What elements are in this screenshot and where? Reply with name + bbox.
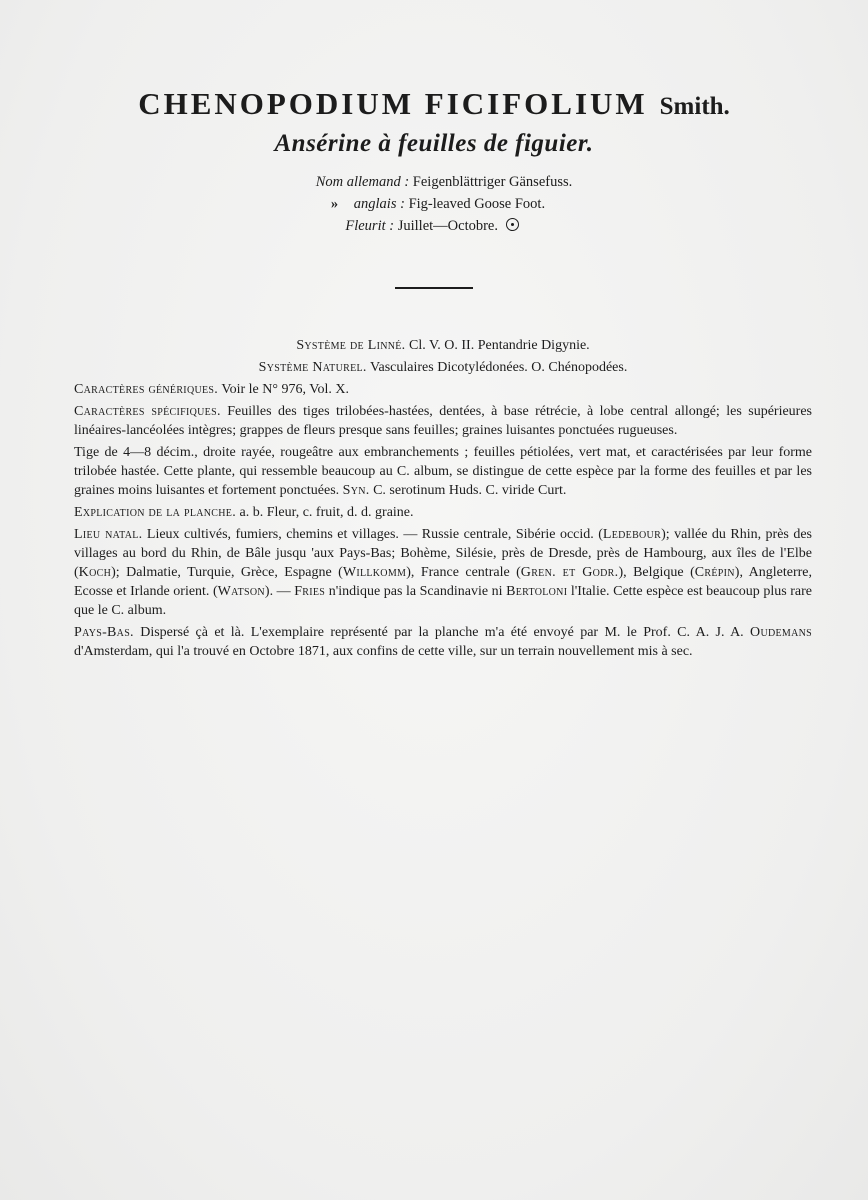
generic-text: Voir le N° 976, Vol. X. <box>221 382 350 397</box>
habitat-text-3: ); Dalmatie, Turquie, Grèce, Espagne ( <box>111 565 343 580</box>
species-name: CHENOPODIUM FICIFOLIUM <box>138 86 648 121</box>
netherlands-occurrence <box>74 623 812 661</box>
paysbas-label: Pays-Bas. <box>74 625 134 640</box>
generic-label: Caractères génériques. <box>74 382 219 397</box>
author-koch: Koch <box>78 565 112 580</box>
linne-system <box>74 336 812 355</box>
species-title <box>0 86 868 125</box>
header <box>0 86 868 237</box>
french-name: Ansérine à feuilles de figuier. <box>274 130 594 157</box>
author-ledebour: Ledebour <box>602 527 662 542</box>
habitat-text-6: ), Angleterre, Ecosse et Irlande orient. ( <box>74 565 812 599</box>
specific-text: Feuilles des tiges trilobées-hastées, dentées, à base rétrécie, à lobe central allongé; les supérieures linéaires-lancéolées intègres; grappes de fleurs presque sans feuilles; graines luisantes ponctuées rugueuses. <box>74 404 813 438</box>
flowering-label: Fleurit : <box>345 218 395 234</box>
natural-label: Système Naturel. <box>258 360 367 375</box>
author-bertoloni: Bertoloni <box>506 584 568 599</box>
author-watson: Watson <box>217 584 265 599</box>
explanation-text: a. b. Fleur, c. fruit, d. d. graine. <box>239 505 414 520</box>
synonym-label: Syn. <box>342 483 370 498</box>
description-body <box>74 336 812 664</box>
english-name-label: anglais : <box>353 196 405 212</box>
habitat-text-8: n'indique pas la Scandinavie ni <box>325 584 507 599</box>
german-name-value: Feigenblättriger Gänsefuss. <box>412 174 573 190</box>
generic-characters <box>74 380 812 399</box>
synonym-text: C. serotinum Huds. C. viride Curt. <box>373 483 567 498</box>
natural-system <box>74 358 812 377</box>
linne-label: Système de Linné. <box>296 338 406 353</box>
author-oudemans: Oudemans <box>750 625 813 640</box>
habitat-text-7: ). — <box>264 584 295 599</box>
habitat-text-5: ), Belgique ( <box>618 565 695 580</box>
english-name-value: Fig-leaved Goose Foot. <box>408 196 546 212</box>
linne-text: Cl. V. O. II. Pentandrie Digynie. <box>408 338 590 353</box>
author-crepin: Crépin <box>694 565 735 580</box>
habitat-label: Lieu natal. <box>74 527 143 542</box>
english-name-row <box>8 193 868 215</box>
author-fries: Fries <box>294 584 326 599</box>
author-grenier-godron: Gren. et Godr. <box>520 565 619 580</box>
plant-description <box>74 443 812 500</box>
ditto-mark: » <box>330 196 339 212</box>
divider-rule <box>395 287 473 289</box>
habitat-text-2: ); vallée du Rhin, près des villages au bord du Rhin, de Bâle jusqu 'aux Pays-Bas; Bohème, Silésie, près de Dresde, près de Hambourg, aux îles de l'Elbe ( <box>74 527 812 580</box>
paysbas-text-1: Dispersé çà et là. L'exemplaire représenté par la planche m'a été envoyé par M. le Prof. C. A. J. A. <box>140 625 751 640</box>
common-names <box>0 171 868 237</box>
paysbas-text-2: d'Amsterdam, qui l'a trouvé en Octobre 1871, aux confins de cette ville, sur un terrain nouvellement mis à sec. <box>74 644 693 659</box>
habitat-text-4: ), France centrale ( <box>406 565 521 580</box>
annual-symbol-icon <box>506 218 519 231</box>
native-range <box>74 525 812 620</box>
habitat-text-1: Lieux cultivés, fumiers, chemins et villages. — Russie centrale, Sibérie occid. ( <box>146 527 603 542</box>
natural-text: Vasculaires Dicotylédonées. O. Chénopodées. <box>369 360 628 375</box>
flowering-value: Juillet—Octobre. <box>397 218 498 234</box>
german-name-row <box>20 171 868 193</box>
specific-label: Caractères spécifiques. <box>74 404 221 419</box>
author-willkomm: Willkomm <box>342 565 407 580</box>
species-author: Smith. <box>659 93 730 120</box>
plate-explanation <box>74 503 812 522</box>
description-text: Tige de 4—8 décim., droite rayée, rougeâtre aux embranchements ; feuilles pétiolées, vert mat, et caractérisées par leur forme trilobée hastée. Cette plante, qui ressemble beaucoup au C. album, se distingue de cette espèce par la forme des feuilles et par les graines moins luisantes et fortement ponctuées. <box>74 445 812 498</box>
specific-characters <box>74 402 812 440</box>
german-name-label: Nom allemand : <box>315 174 410 190</box>
explanation-label: Explication de la planche. <box>74 505 237 520</box>
flowering-row <box>0 215 868 237</box>
habitat-text-9: l'Italie. Cette espèce est beaucoup plus rare que le C. album. <box>74 584 812 618</box>
